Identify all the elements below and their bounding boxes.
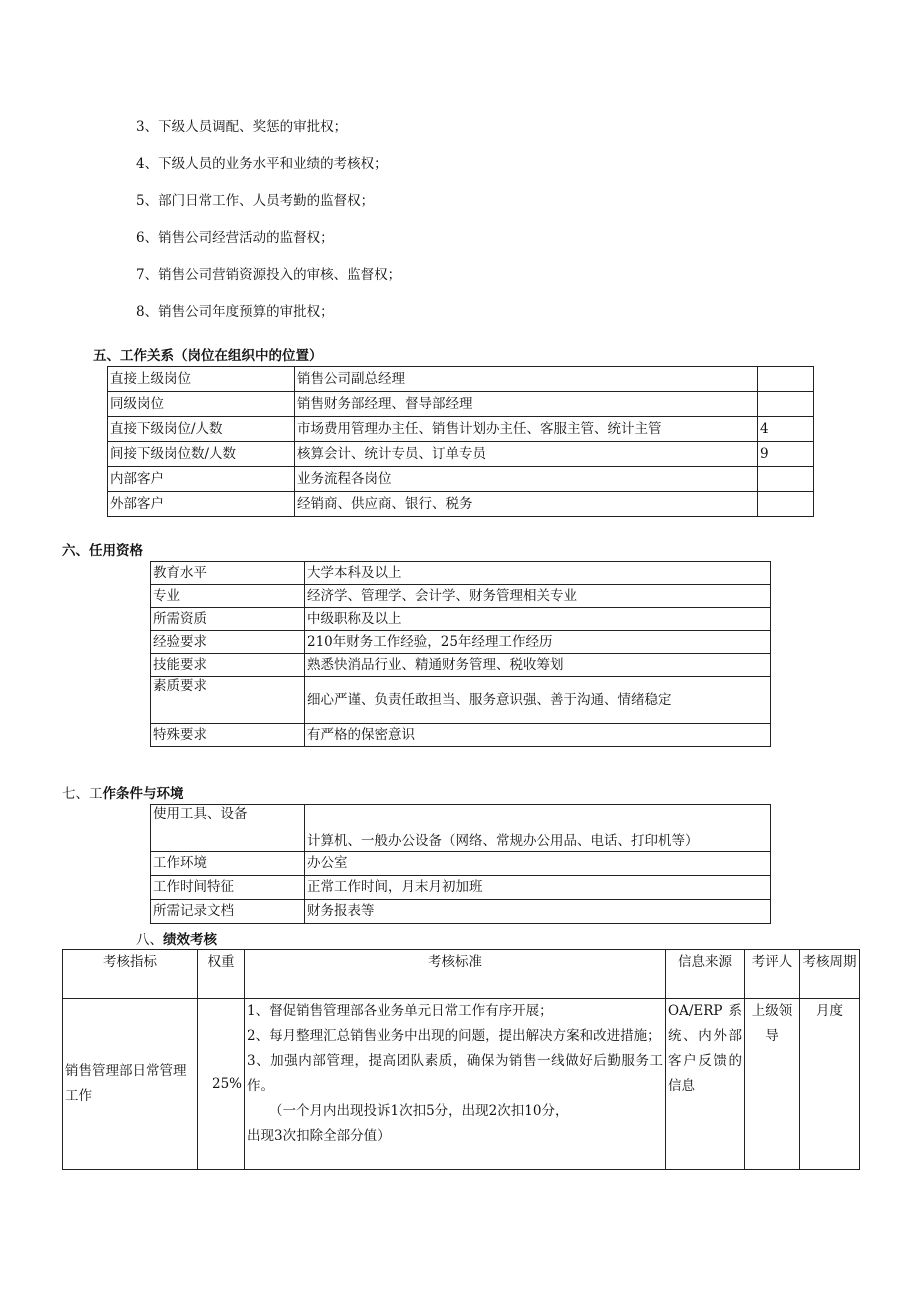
table-row	[108, 467, 814, 492]
standard-line: 2、每月整理汇总销售业务中出现的问题，提出解决方案和改进措施；	[247, 1028, 661, 1044]
authority-item: 8、销售公司年度预算的审批权；	[136, 304, 334, 320]
table-row	[108, 442, 814, 467]
table-row	[108, 367, 814, 392]
qualification-table	[150, 561, 771, 747]
section7-heading-prefix: 七、工	[62, 786, 103, 802]
row-value: 中级职称及以上	[305, 608, 771, 631]
header-weight: 权重	[198, 950, 245, 999]
row-count	[758, 492, 814, 517]
row-label: 间接下级岗位数/人数	[108, 442, 295, 467]
authority-item: 6、销售公司经营活动的监督权；	[136, 230, 334, 246]
table-row	[151, 876, 771, 900]
row-value: 经销商、供应商、银行、税务	[295, 492, 758, 517]
table-row	[151, 585, 771, 608]
header-indicator: 考核指标	[63, 950, 198, 999]
row-label: 工作时间特征	[151, 876, 305, 900]
work-relations-table	[107, 366, 814, 517]
authority-item: 3、下级人员调配、奖惩的审批权；	[136, 119, 348, 135]
row-label: 直接下级岗位/人数	[108, 417, 295, 442]
row-count: 9	[758, 442, 814, 467]
row-label: 特殊要求	[151, 724, 305, 747]
row-value: 大学本科及以上	[305, 562, 771, 585]
row-label: 教育水平	[151, 562, 305, 585]
row-count	[758, 467, 814, 492]
row-value: 有严格的保密意识	[305, 724, 771, 747]
row-value: 销售公司副总经理	[295, 367, 758, 392]
row-label: 技能要求	[151, 654, 305, 677]
row-value: 财务报表等	[305, 900, 771, 924]
header-evaluator: 考评人	[745, 950, 800, 999]
row-label: 经验要求	[151, 631, 305, 654]
header-standard: 考核标准	[245, 950, 666, 999]
table-row	[151, 631, 771, 654]
table-row	[151, 608, 771, 631]
source-cell: OA/ERP 系统、内外部客户反馈的信息	[666, 999, 745, 1170]
row-count	[758, 367, 814, 392]
row-label: 所需资质	[151, 608, 305, 631]
table-row	[151, 654, 771, 677]
work-conditions-table	[150, 804, 771, 924]
row-value: 计算机、一般办公设备（网络、常规办公用品、电话、打印机等）	[305, 805, 771, 852]
table-row	[151, 724, 771, 747]
row-value: 市场费用管理办主任、销售计划办主任、客服主管、统计主管	[295, 417, 758, 442]
row-label: 使用工具、设备	[151, 805, 305, 852]
row-value: 核算会计、统计专员、订单专员	[295, 442, 758, 467]
table-row	[108, 417, 814, 442]
table-row	[108, 492, 814, 517]
section5-heading: 五、工作关系（岗位在组织中的位置）	[93, 348, 323, 364]
table-row	[151, 900, 771, 924]
standard-cell	[245, 999, 666, 1170]
row-value: 细心严谨、负责任敢担当、服务意识强、善于沟通、情绪稳定	[305, 677, 771, 724]
row-value: 销售财务部经理、督导部经理	[295, 392, 758, 417]
table-row	[151, 677, 771, 724]
table-row	[63, 999, 860, 1170]
section8-heading	[136, 931, 217, 949]
row-value: 经济学、管理学、会计学、财务管理相关专业	[305, 585, 771, 608]
table-row	[108, 392, 814, 417]
table-row	[151, 805, 771, 852]
row-value: 办公室	[305, 852, 771, 876]
section8-heading-prefix: 八、	[136, 932, 163, 948]
row-label: 工作环境	[151, 852, 305, 876]
standard-note: 出现3次扣除全部分值）	[247, 1128, 391, 1144]
row-label: 直接上级岗位	[108, 367, 295, 392]
authority-item: 7、销售公司营销资源投入的审核、监督权；	[136, 267, 402, 283]
row-value: 正常工作时间，月末月初加班	[305, 876, 771, 900]
header-cycle: 考核周期	[800, 950, 860, 999]
standard-note: （一个月内出现投诉1次扣5分，出现2次扣10分，	[269, 1103, 569, 1119]
weight-cell: 25%	[198, 999, 245, 1170]
section6-heading: 六、任用资格	[62, 543, 143, 559]
row-label: 同级岗位	[108, 392, 295, 417]
row-value: 业务流程各岗位	[295, 467, 758, 492]
authority-item: 4、下级人员的业务水平和业绩的考核权；	[136, 156, 388, 172]
table-header-row	[63, 950, 860, 999]
section7-heading-text: 作条件与环境	[102, 786, 184, 802]
authority-item: 5、部门日常工作、人员考勤的监督权；	[136, 193, 375, 209]
row-value: 熟悉快消品行业、精通财务管理、税收筹划	[305, 654, 771, 677]
cycle-cell: 月度	[800, 999, 860, 1170]
row-label: 素质要求	[151, 677, 305, 724]
row-value: 210年财务工作经验，25年经理工作经历	[305, 631, 771, 654]
table-row	[151, 852, 771, 876]
row-label: 专业	[151, 585, 305, 608]
row-count: 4	[758, 417, 814, 442]
row-label: 外部客户	[108, 492, 295, 517]
evaluator-cell: 上级领导	[745, 999, 800, 1170]
row-label: 所需记录文档	[151, 900, 305, 924]
row-count	[758, 392, 814, 417]
section7-heading	[62, 785, 184, 803]
row-label: 内部客户	[108, 467, 295, 492]
indicator-cell: 销售管理部日常管理工作	[63, 999, 198, 1170]
table-row	[151, 562, 771, 585]
performance-table	[62, 949, 860, 1170]
header-source: 信息来源	[666, 950, 745, 999]
section8-heading-text: 绩效考核	[163, 932, 217, 948]
standard-line: 1、督促销售管理部各业务单元日常工作有序开展；	[247, 1003, 553, 1019]
standard-line: 3、加强内部管理，提高团队素质，确保为销售一线做好后勤服务工作。	[247, 1053, 663, 1094]
